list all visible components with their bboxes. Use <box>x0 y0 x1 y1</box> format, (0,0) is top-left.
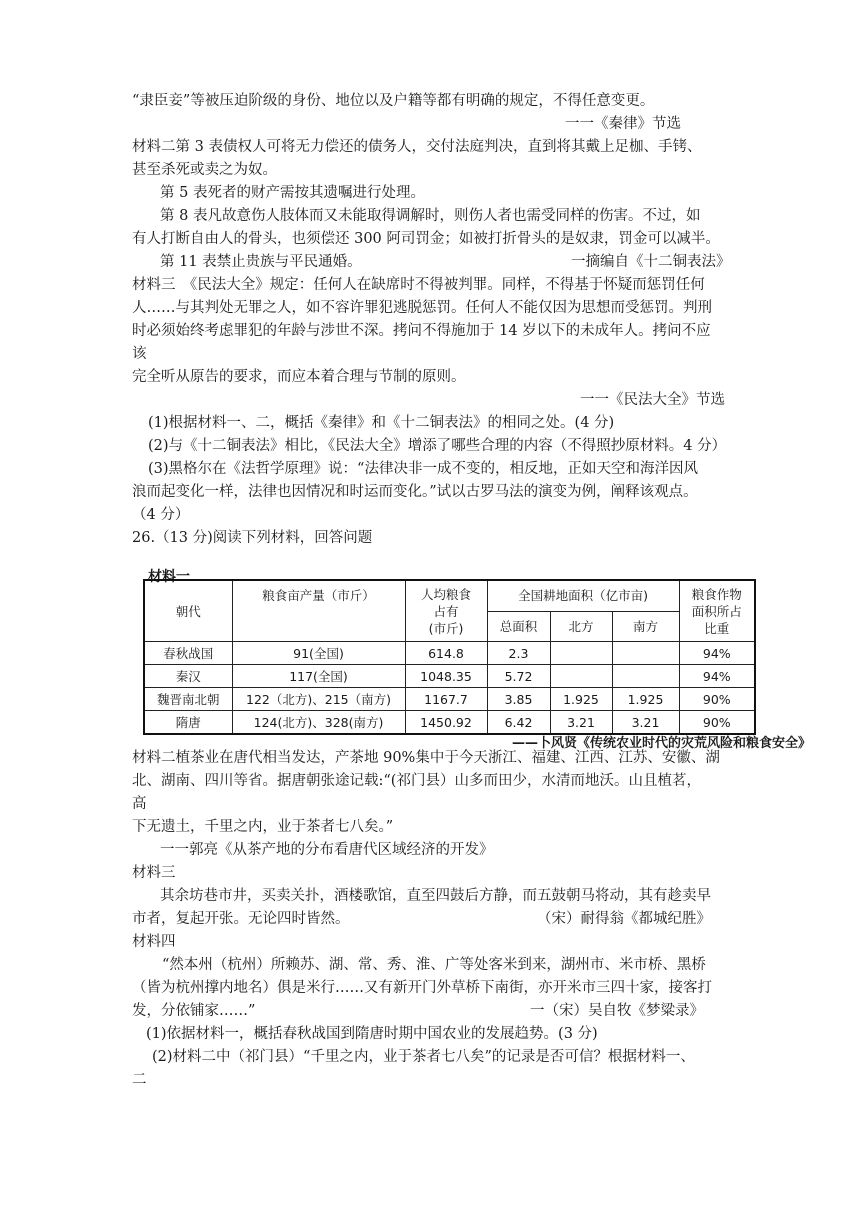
text-line: （宋）耐得翁《都城纪胜》 <box>537 911 711 927</box>
cell-total: 3.85 <box>487 688 550 711</box>
text-line: 该 <box>132 346 147 362</box>
header-yield: 粮食亩产量（市斤） <box>232 580 405 642</box>
cell-total: 5.72 <box>487 665 550 688</box>
header-dynasty: 朝代 <box>144 580 232 642</box>
text-line: 发，分依铺家……” <box>132 1003 256 1019</box>
header-north: 北方 <box>550 611 612 641</box>
header-area-group: 全国耕地面积（亿市亩) <box>487 580 679 611</box>
text-line: “隶臣妾”等被压迫阶级的身份、地位以及户籍等都有明确的规定，不得任意变更。 <box>132 93 655 109</box>
cell-yield: 117(全国) <box>232 665 405 688</box>
cell-share: 94% <box>679 665 755 688</box>
header-south: 南方 <box>612 611 679 641</box>
text-line: 材料二植茶业在唐代相当发达，产茶地 90%集中于今天浙江、福建、江西、江苏、安徽、湖 <box>132 750 720 766</box>
header-per-capita-line: 占有 <box>433 603 459 619</box>
header-share <box>679 580 755 642</box>
cell-north: 3.21 <box>550 711 612 735</box>
text-line: 一一《民法大全》节选 <box>580 392 725 408</box>
header-per-capita <box>405 580 487 642</box>
text-line: 26.（13 分)阅读下列材料，回答问题 <box>132 530 373 546</box>
text-line: 北、湖南、四川等省。据唐朝张途记载:“(祁门县）山多而田少，水清而地沃。山且植茗， <box>132 773 701 789</box>
cell-dynasty: 隋唐 <box>144 711 232 735</box>
header-total: 总面积 <box>487 611 550 641</box>
text-line: (3)黑格尔在《法哲学原理》说：“法律决非一成不变的，相反地，正如天空和海洋因风 <box>148 461 698 477</box>
table-row <box>144 642 755 665</box>
text-line: 时必须始终考虑罪犯的年龄与涉世不深。拷问不得施加于 14 岁以下的未成年人。拷问不应 <box>132 323 711 339</box>
cell-dynasty: 魏晋南北朝 <box>144 688 232 711</box>
text-line: 一摘编自《十二铜表法》 <box>571 254 731 270</box>
text-line: 一（宋）吴自牧《梦粱录》 <box>530 1003 704 1019</box>
text-line: (2)与《十二铜表法》相比，《民法大全》增添了哪些合理的内容（不得照抄原材料。4 分） <box>148 438 727 454</box>
cell-per-capita: 1450.92 <box>405 711 487 735</box>
text-line: (2)材料二中（祁门县）“千里之内，业于茶者七八矣”的记录是否可信？根据材料一、 <box>152 1049 695 1065</box>
cell-south: 1.925 <box>612 688 679 711</box>
table-label: 材料一 <box>148 569 190 585</box>
text-line: 浪而起变化一样，法律也因情况和时运而变化。”试以古罗马法的演变为例，阐释该观点。 <box>132 484 698 500</box>
header-share-line: 比重 <box>704 620 730 636</box>
text-line: （皆为杭州撑内地名）俱是米行……又有新开门外草桥下南街，亦开米市三四十家，接客打 <box>132 980 712 996</box>
text-line: （4 分） <box>132 507 190 523</box>
cell-south <box>612 642 679 665</box>
text-line: 二 <box>132 1072 147 1088</box>
cell-total: 6.42 <box>487 711 550 735</box>
header-share-line: 面积所占 <box>691 603 742 619</box>
text-line: 第 8 表凡故意伤人肢体而又未能取得调解时，则伤人者也需受同样的伤害。不过，如 <box>160 208 701 224</box>
header-per-capita-line: (市斤) <box>428 620 464 636</box>
cell-per-capita: 1048.35 <box>405 665 487 688</box>
table-row <box>144 665 755 688</box>
cell-total: 2.3 <box>487 642 550 665</box>
table-row <box>144 688 755 711</box>
header-share-line: 粮食作物 <box>691 586 742 602</box>
grain-table <box>143 579 756 735</box>
table-source: ——卜风贤《传统农业时代的灾荒风险和粮食安全》 <box>512 736 812 751</box>
text-line: 有人打断自由人的骨头，也须偿还 300 阿司罚金；如被打折骨头的是奴隶，罚金可以减半。 <box>132 231 720 247</box>
cell-share: 94% <box>679 642 755 665</box>
text-line: 其余坊巷市井，买卖关扑，酒楼歌馆，直至四鼓后方静，而五鼓朝马将动，其有趁卖早 <box>160 888 711 904</box>
text-line: 甚至杀死或卖之为奴。 <box>132 162 277 178</box>
cell-share: 90% <box>679 711 755 735</box>
text-line: 材料四 <box>132 934 176 950</box>
text-line: 高 <box>132 796 147 812</box>
cell-south: 3.21 <box>612 711 679 735</box>
text-line: 第 11 表禁止贵族与平民通婚。 <box>160 254 362 270</box>
cell-north <box>550 642 612 665</box>
text-line: 第 5 表死者的财产需按其遗嘱进行处理。 <box>160 185 425 201</box>
text-line: 材料二第 3 表债权人可将无力偿还的债务人，交付法庭判决，直到将其戴上足枷、手铐、 <box>132 139 702 155</box>
cell-yield: 91(全国) <box>232 642 405 665</box>
cell-dynasty: 秦汉 <box>144 665 232 688</box>
text-line: 材料三 《民法大全》规定：任何人在缺席时不得被判罪。同样，不得基于怀疑而惩罚任何 <box>132 277 705 293</box>
text-line: 市者，复起开张。无论四时皆然。 <box>132 911 350 927</box>
text-line: 一一《秦律》节选 <box>565 116 681 132</box>
text-line: 完全听从原告的要求，而应本着合理与节制的原则。 <box>132 369 466 385</box>
cell-per-capita: 1167.7 <box>405 688 487 711</box>
cell-yield: 122（北方)、215（南方) <box>232 688 405 711</box>
cell-share: 90% <box>679 688 755 711</box>
header-per-capita-line: 人均粮食 <box>420 586 471 602</box>
cell-north <box>550 665 612 688</box>
cell-per-capita: 614.8 <box>405 642 487 665</box>
cell-dynasty: 春秋战国 <box>144 642 232 665</box>
text-line: (1)根据材料一、二，概括《秦律》和《十二铜表法》的相同之处。(4 分) <box>148 415 615 431</box>
text-line: 一一郭亮《从茶产地的分布看唐代区域经济的开发》 <box>160 842 494 858</box>
text-line: (1)依据材料一，概括春秋战国到隋唐时期中国农业的发展趋势。(3 分) <box>146 1026 598 1042</box>
cell-south <box>612 665 679 688</box>
text-line: “然本州（杭州）所赖苏、湖、常、秀、淮、广等处客米到来，湖州市、米市桥、黑桥 <box>162 957 706 973</box>
text-line: 下无遗土，千里之内，业于茶者七八矣。” <box>132 819 394 835</box>
text-line: 人……与其判处无罪之人，如不容许罪犯逃脱惩罚。任何人不能仅因为思想而受惩罚。判刑 <box>132 300 712 316</box>
cell-north: 1.925 <box>550 688 612 711</box>
table-row <box>144 711 755 735</box>
cell-yield: 124(北方)、328(南方) <box>232 711 405 735</box>
text-line: 材料三 <box>132 865 176 881</box>
